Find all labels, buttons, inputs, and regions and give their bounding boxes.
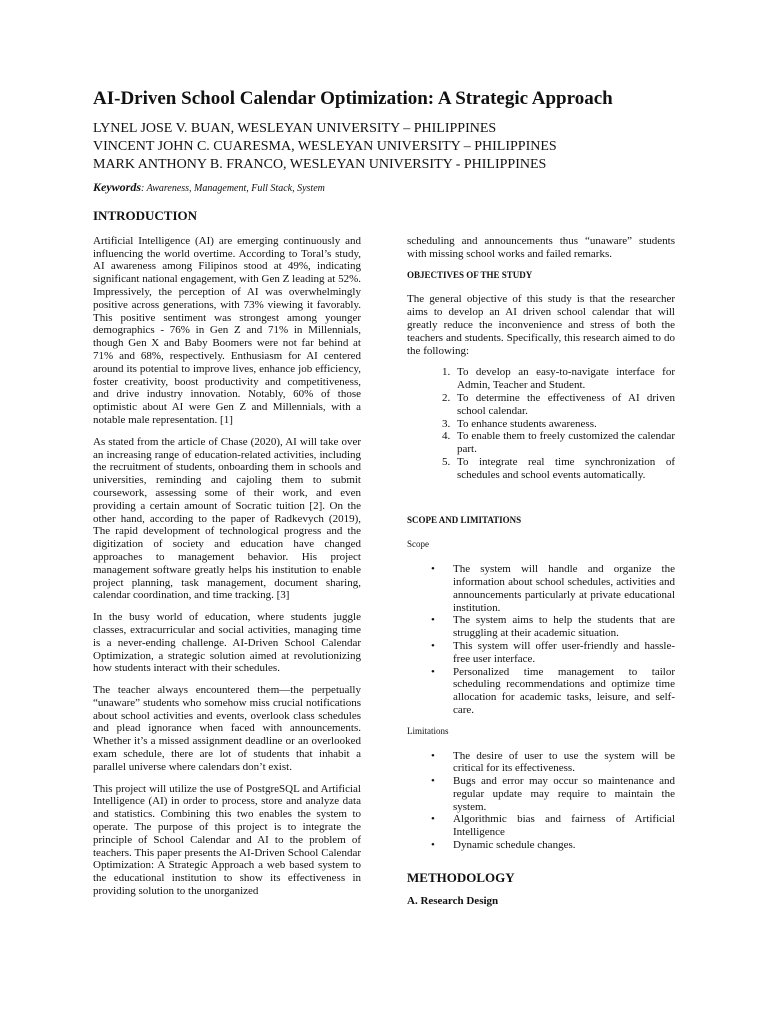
bullet-icon: • [431, 775, 435, 788]
introduction-heading: INTRODUCTION [93, 208, 198, 223]
limitation-item-text: The desire of user to use the system will be critical for its effectiveness. [453, 749, 675, 775]
intro-continuation: scheduling and announcements thus “unaware” students with missing school works and failed remarks. [407, 235, 675, 260]
list-item [431, 839, 675, 852]
list-item: 4. To enable them to freely customized the calendar part. [453, 430, 675, 456]
author-line: MARK ANTHONY B. FRANCO, WESLEYAN UNIVERSITY - PHILIPPINES [93, 157, 547, 172]
objectives-intro: The general objective of this study is that the researcher aims to develop an AI driven school calendar that will greatly reduce the inconvenience and stress of both the teachers and students. Specifically, this research aimed to do the following: [407, 293, 675, 357]
intro-paragraph: The teacher always encountered them—the perpetually “unaware” students who somehow miss crucial notifications about school activities and events, overlook class schedules and plead ignorance when faced with announcements. Whether it’s a missed assignment deadline or an overlooked exam schedule, there are lot of students that inhabit a parallel universe where calendars don’t exist. [93, 684, 361, 773]
list-item [431, 749, 675, 776]
list-item [431, 563, 675, 614]
author-line: LYNEL JOSE V. BUAN, WESLEYAN UNIVERSITY – PHILIPPINES [93, 121, 497, 136]
scope-item-text: The system aims to help the students that are struggling at their academic situation. [453, 614, 675, 640]
intro-paragraph: Artificial Intelligence (AI) are emerging continuously and influencing the world overtime. According to Toral’s study, AI awareness among Filipinos stood at 49%, indicating significant national engagement, with Gen Z leading at 52%. Impressively, the perception of AI was overwhelmingly positive across generations, with 73% viewing it favorably. This positive sentiment was strongest among younger demographics - 76% in Gen Z and 71% in Millennials, though Gen X and Baby Boomers were not far behind at 71% and 68%, respectively. Enthusiasm for AI centered around its potential to improve lives, enhance job efficiency, foster creativity, boost productivity and competitiveness, and drive industry innovation. Notably, 60% of those optimistic about AI were Gen Z and Millennials, with a notable male representation. [1] [93, 234, 361, 426]
list-item [431, 665, 675, 717]
paper-title: AI-Driven School Calendar Optimization: A Strategic Approach [93, 88, 613, 109]
scope-list [407, 563, 675, 717]
bullet-icon: • [431, 813, 435, 826]
intro-paragraph: In the busy world of education, where students juggle classes, extracurricular and social activities, managing time is a never-ending challenge. AI-Driven School Calendar Optimization, a strategic solution aimed at revolutionizing how students interact with their schedules. [93, 611, 361, 675]
right-column [407, 235, 675, 907]
keywords-line [93, 180, 325, 195]
intro-paragraph: This project will utilize the use of PostgreSQL and Artificial Intelligence (AI) in order to process, store and analyze data and statistics. Combining this two enables the system to operate. The purpose of this project is to integrate the principle of School Calendar and AI to the problem of teachers. This paper presents the AI-Driven School Calendar Optimization: A Strategic Approach a web based system to the educational institution to show its effectiveness in providing solution to the unorganized [93, 782, 361, 898]
bullet-icon: • [431, 665, 435, 678]
intro-paragraph: As stated from the article of Chase (2020), AI will take over an increasing range of education-related activities, including the recruitment of students, onboarding them in schools and universities, reminding and cajoling them to submit coursework, assessing some of their work, and even providing a certain amount of Socratic tuition [2]. On the other hand, according to the paper of Radkevych (2019), The rapid development of technological progress and the digitization of society and education have changed approaches to management behavior. His project management software greatly helps his institution to enable project planning, task management, document sharing, calendar coordination, and time tracking. [3] [93, 435, 361, 602]
bullet-icon: • [431, 614, 435, 627]
limitations-subheading: Limitations [407, 725, 449, 736]
bullet-icon: • [431, 639, 435, 652]
limitations-list [407, 750, 675, 852]
keywords-label: Keywords [93, 180, 141, 194]
objectives-list [407, 366, 675, 481]
research-design-heading: A. Research Design [407, 894, 499, 907]
author-line: VINCENT JOHN C. CUARESMA, WESLEYAN UNIVERSITY – PHILIPPINES [93, 139, 557, 154]
limitation-item-text: Dynamic schedule changes. [453, 839, 576, 852]
list-item: 5. To integrate real time synchronization of schedules and school events automatically. [453, 456, 675, 482]
list-item: 2. To determine the effectiveness of AI driven school calendar. [453, 392, 675, 418]
left-column [93, 210, 361, 907]
limitation-item-text: Algorithmic bias and fairness of Artificial Intelligence [453, 813, 675, 839]
objectives-heading: OBJECTIVES OF THE STUDY [407, 269, 533, 280]
scope-subheading: Scope [407, 539, 429, 550]
scope-limitations-heading: SCOPE AND LIMITATIONS [407, 514, 522, 525]
scope-item-text: Personalized time management to tailor scheduling recommendations and optimize time allocation for academic tasks, leisure, and self-care. [453, 665, 675, 716]
list-item: 1. To develop an easy-to-navigate interface for Admin, Teacher and Student. [453, 366, 675, 392]
list-item [431, 813, 675, 839]
methodology-heading: METHODOLOGY [407, 869, 515, 885]
list-item [431, 614, 675, 640]
limitation-item-text: Bugs and error may occur so maintenance and regular update may require to maintain the system. [453, 775, 675, 813]
bullet-icon: • [431, 749, 435, 762]
author-list [93, 120, 557, 174]
list-item [431, 639, 675, 666]
bullet-icon: • [431, 563, 435, 576]
list-item [431, 775, 675, 813]
keywords-text: : Awareness, Management, Full Stack, System [141, 183, 325, 194]
scope-item-text: The system will handle and organize the information about school schedules, activities and announcements particularly at private educational institution. [453, 563, 675, 614]
list-item: 3. To enhance students awareness. [453, 418, 675, 431]
scope-item-text: This system will offer user-friendly and hassle-free user interface. [453, 639, 675, 665]
bullet-icon: • [431, 839, 435, 852]
